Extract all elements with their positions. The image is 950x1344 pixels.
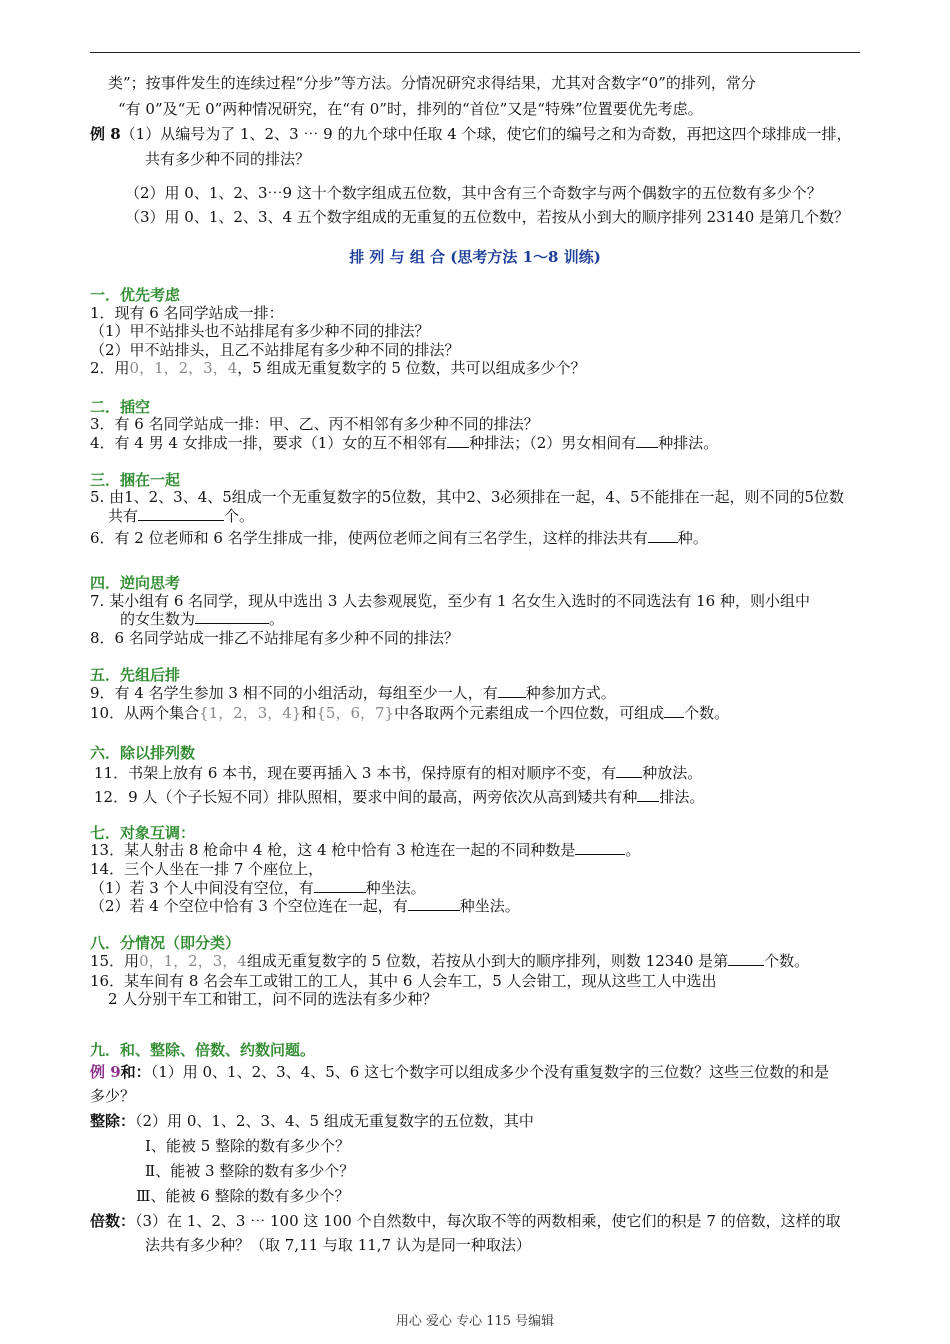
- answer-blank[interactable]: [728, 951, 764, 966]
- question-10-end: 个数。: [684, 704, 730, 722]
- question-3: 3．有 6 名同学站成一排：甲、乙、丙不相邻有多少种不同的排法？: [90, 415, 539, 433]
- section-1-heading: 一．优先考虑: [90, 286, 181, 304]
- question-7-cont: [120, 609, 284, 629]
- section-4-heading: 四．逆向思考: [90, 574, 181, 592]
- question-4-post: 种排法。: [658, 434, 719, 452]
- question-14b-pre: （2）若 4 个空位中恰有 3 个空位连在一起，有: [90, 897, 408, 915]
- section-9-heading: 九．和、整除、倍数、约数问题。: [90, 1041, 316, 1059]
- example-9-multiple-label: 倍数：: [90, 1212, 136, 1230]
- example-9-divisible-text: （2）用 0、1、2、3、4、5 组成无重复数字的五位数，其中: [135, 1112, 534, 1130]
- question-1b: （2）甲不站排头，且乙不站排尾有多少种不同的排法？: [90, 341, 460, 359]
- answer-blank[interactable]: [575, 840, 625, 855]
- question-9-post: 种参加方式。: [525, 684, 616, 702]
- question-9-pre: 9．有 4 名学生参加 3 相不同的小组活动，每组至少一人，有: [90, 684, 498, 702]
- intro-line-2: “有 0”及“无 0”两种情况研究，在“有 0”时，排列的“首位”又是“特殊”位置要优先考虑。: [118, 100, 703, 118]
- question-11: [94, 763, 702, 783]
- example-8-q1-text: （1）从编号为了 1、2、3 ⋯ 9 的九个球中任取 4 个球，使它们的编号之和为奇数，再把这四个球排成一排，: [120, 125, 852, 143]
- question-13-pre: 13．某人射击 8 枪命中 4 枪，这 4 枪中恰有 3 枪连在一起的不同种数是: [90, 841, 576, 859]
- question-14a-pre: （1）若 3 个人中间没有空位，有: [90, 879, 314, 897]
- question-1: 1．现有 6 名同学站成一排：: [90, 304, 284, 322]
- question-10-pre: 10．从两个集合: [90, 704, 200, 722]
- example-9-multiple-cont: 法共有多少种？（取 7,11 与取 11,7 认为是同一种取法）: [145, 1236, 531, 1254]
- header-rule: [90, 52, 860, 53]
- question-7-post: 。: [269, 610, 285, 628]
- answer-blank[interactable]: [636, 433, 658, 448]
- question-14b: [90, 896, 520, 916]
- question-14a: [90, 878, 426, 898]
- example-9-sum-cont: 多少？: [90, 1087, 136, 1105]
- question-6-post: 种。: [677, 529, 708, 547]
- question-2: [90, 358, 586, 378]
- section-2-heading: 二．插空: [90, 398, 151, 416]
- answer-blank[interactable]: [648, 528, 678, 543]
- question-7-pre: 的女生数为: [120, 610, 196, 628]
- question-4: [90, 433, 718, 453]
- section-7-heading: 七．对象互调：: [90, 824, 196, 842]
- example-9-multiple: [90, 1211, 841, 1231]
- intro-line-1: 类”；按事件发生的连续过程“分步”等方法。分情况研究求得结果，尤其对含数字“0”的排列，常分: [108, 74, 756, 92]
- question-10-and: 和: [301, 704, 317, 722]
- question-4-mid: 种排法；（2）男女相间有: [469, 434, 637, 452]
- question-13-post: 。: [625, 841, 641, 859]
- question-10: [90, 703, 729, 723]
- question-1a: （1）甲不站排头也不站排尾有多少种不同的排法？: [90, 322, 430, 340]
- example-9-sum: [90, 1062, 829, 1082]
- answer-blank[interactable]: [314, 878, 366, 893]
- example-9-divisible-ii: Ⅱ、能被 3 整除的数有多少个？: [145, 1162, 355, 1180]
- question-15: [90, 951, 809, 971]
- question-2-post: ，5 组成无重复数字的 5 位数，共可以组成多少个？: [237, 359, 586, 377]
- example-9-divisible-iii: Ⅲ、能被 6 整除的数有多少个？: [136, 1187, 350, 1205]
- question-14b-post: 种坐法。: [459, 897, 520, 915]
- example-9-divisible-i: Ⅰ、能被 5 整除的数有多少个？: [145, 1137, 351, 1155]
- answer-blank[interactable]: [498, 683, 526, 698]
- question-14a-post: 种坐法。: [365, 879, 426, 897]
- section-3-heading: 三．捆在一起: [90, 471, 181, 489]
- example-9-label: 例 9: [90, 1063, 121, 1081]
- question-11-pre: 11．书架上放有 6 本书，现在要再插入 3 本书，保持原有的相对顺序不变，有: [94, 764, 617, 782]
- question-5-pre: 共有: [108, 507, 139, 525]
- answer-blank[interactable]: [195, 609, 269, 624]
- answer-blank[interactable]: [616, 763, 642, 778]
- answer-blank[interactable]: [637, 787, 659, 802]
- question-12-pre: 12．9 人（个子长短不同）排队照相，要求中间的最高，两旁依次从高到矮共有种: [94, 788, 638, 806]
- question-5-post: 个。: [224, 507, 255, 525]
- question-6-pre: 6．有 2 位老师和 6 名学生排成一排，使两位老师之间有三名学生，这样的排法共有: [90, 529, 648, 547]
- question-15-digits: 0，1，2，3，4: [139, 952, 247, 970]
- question-7: 7. 某小组有 6 名同学，现从中选出 3 人去参观展览，至少有 1 名女生入选时的不同选法有 16 种，则小组中: [90, 592, 810, 610]
- question-15-post: 个数。: [764, 952, 810, 970]
- question-15-mid: 组成无重复数字的 5 位数，若按从小到大的顺序排列，则数 12340 是第: [246, 952, 729, 970]
- answer-blank[interactable]: [447, 433, 469, 448]
- example-9-sum-label: 和：: [120, 1063, 151, 1081]
- question-10-set-1: {1，2，3，4}: [199, 704, 302, 722]
- question-16: 16．某车间有 8 名会车工或钳工的工人，其中 6 人会车工，5 人会钳工，现从这些工人中选出: [90, 972, 717, 990]
- question-15-pre: 15．用: [90, 952, 140, 970]
- page-title: 排 列 与 组 合 (思考方法 1～8 训练): [349, 248, 601, 266]
- question-2-pre: 2．用: [90, 359, 130, 377]
- question-13: [90, 840, 640, 860]
- answer-blank[interactable]: [408, 896, 460, 911]
- example-8-q1: [90, 124, 852, 144]
- question-10-set-2: {5，6，7}: [316, 704, 395, 722]
- section-5-heading: 五．先组后排: [90, 666, 181, 684]
- example-9-divisible-label: 整除：: [90, 1112, 136, 1130]
- question-12-post: 排法。: [659, 788, 705, 806]
- example-9-multiple-text: （3）在 1、2、3 ⋯ 100 这 100 个自然数中，每次取不等的两数相乘，使它们的积是 7 的倍数，这样的取: [135, 1212, 841, 1230]
- question-10-post: 中各取两个元素组成一个四位数，可组成: [394, 704, 665, 722]
- question-5-cont: [108, 506, 254, 526]
- question-6: [90, 528, 708, 548]
- page-footer: 用心 爱心 专心 115 号编辑: [395, 1314, 555, 1329]
- example-9-divisible: [90, 1111, 534, 1131]
- example-8-q2: （2）用 0、1、2、3⋯9 这十个数字组成五位数，其中含有三个奇数字与两个偶数字的五位数有多少个？: [125, 184, 822, 202]
- example-8-q1-cont: 共有多少种不同的排法？: [145, 150, 311, 168]
- question-11-post: 种放法。: [642, 764, 703, 782]
- example-8-q3: （3）用 0、1、2、3、4 五个数字组成的无重复的五位数中，若按从小到大的顺序排列 23140 是第几个数？: [125, 208, 850, 226]
- example-8-label: 例 8: [90, 125, 121, 143]
- question-5: 5. 由1、2、3、4、5组成一个无重复数字的5位数，其中2、3必须排在一起，4、5不能排在一起，则不同的5位数: [90, 488, 845, 506]
- question-9: [90, 683, 616, 703]
- question-4-pre: 4．有 4 男 4 女排成一排，要求（1）女的互不相邻有: [90, 434, 448, 452]
- question-14: 14．三个人坐在一排 7 个座位上，: [90, 860, 324, 878]
- example-9-sum-text: （1）用 0、1、2、3、4、5、6 这七个数字可以组成多少个没有重复数字的三位数？这些三位数的和是: [150, 1063, 830, 1081]
- question-16-cont: 2 人分别干车工和钳工，问不同的选法有多少种？: [108, 990, 438, 1008]
- section-8-heading: 八．分情况（即分类）: [90, 934, 241, 952]
- question-12: [94, 787, 704, 807]
- answer-blank[interactable]: [138, 506, 224, 521]
- section-6-heading: 六．除以排列数: [90, 744, 196, 762]
- question-8: 8．6 名同学站成一排乙不站排尾有多少种不同的排法？: [90, 629, 459, 647]
- answer-blank[interactable]: [664, 703, 684, 718]
- question-2-digits: 0，1，2，3，4: [129, 359, 238, 377]
